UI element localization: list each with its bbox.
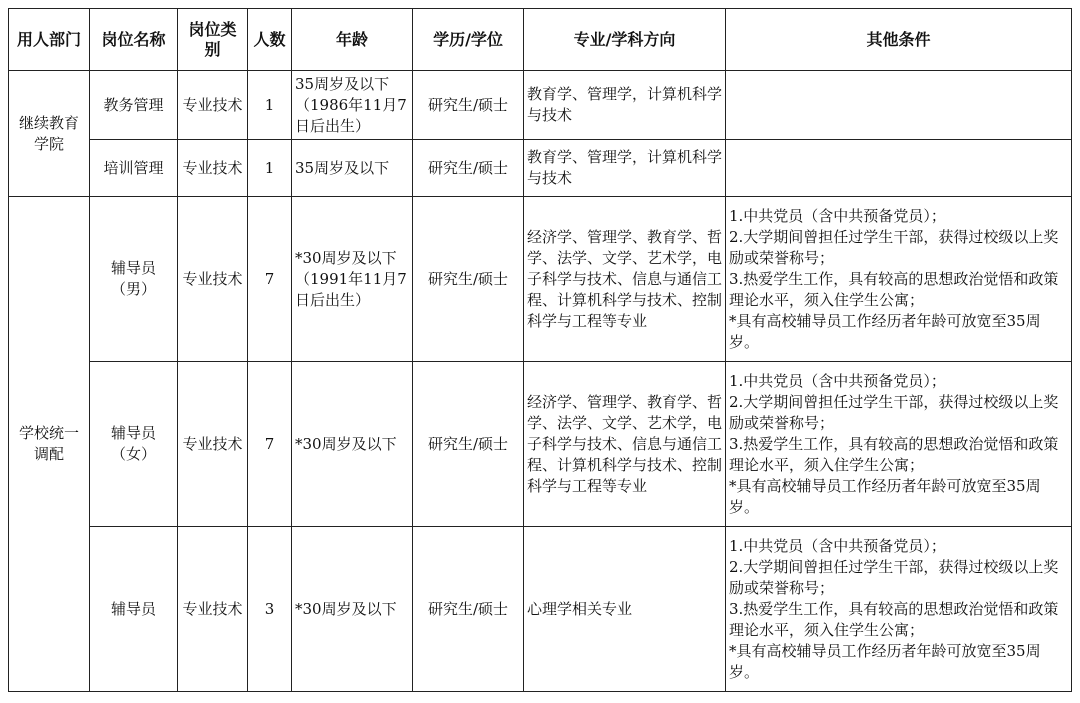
condition-line: 2.大学期间曾担任过学生干部，获得过校级以上奖励或荣誉称号； bbox=[729, 557, 1059, 597]
table-row bbox=[9, 527, 1072, 692]
major-cell: 教育学、管理学，计算机科学与技术 bbox=[524, 140, 726, 197]
condition-line: 2.大学期间曾担任过学生干部，获得过校级以上奖励或荣誉称号； bbox=[729, 392, 1059, 432]
other-conditions-cell bbox=[726, 197, 1072, 362]
table-row bbox=[9, 71, 1072, 140]
header-count: 人数 bbox=[248, 9, 292, 71]
other-conditions-cell bbox=[726, 527, 1072, 692]
degree-cell: 研究生/硕士 bbox=[413, 140, 524, 197]
condition-line: 3.热爱学生工作，具有较高的思想政治觉悟和政策理论水平，须入住学生公寓； bbox=[729, 269, 1059, 309]
degree-cell: 研究生/硕士 bbox=[413, 71, 524, 140]
table-row bbox=[9, 197, 1072, 362]
header-position-name: 岗位名称 bbox=[90, 9, 178, 71]
condition-line: 3.热爱学生工作，具有较高的思想政治觉悟和政策理论水平，须入住学生公寓； bbox=[729, 599, 1059, 639]
condition-line: *具有高校辅导员工作经历者年龄可放宽至35周岁。 bbox=[729, 476, 1041, 516]
count-cell: 1 bbox=[248, 71, 292, 140]
table-row bbox=[9, 140, 1072, 197]
header-department: 用人部门 bbox=[9, 9, 90, 71]
major-cell: 经济学、管理学、教育学、哲学、法学、文学、艺术学，电子科学与技术、信息与通信工程、计算机科学与技术、控制科学与工程等专业 bbox=[524, 197, 726, 362]
age-cell: *30周岁及以下（1991年11月7日后出生） bbox=[292, 197, 413, 362]
position-category-cell: 专业技术 bbox=[178, 71, 248, 140]
header-degree: 学历/学位 bbox=[413, 9, 524, 71]
position-name-cell: 辅导员（女） bbox=[90, 362, 178, 527]
age-cell: *30周岁及以下 bbox=[292, 527, 413, 692]
table-row bbox=[9, 362, 1072, 527]
header-major: 专业/学科方向 bbox=[524, 9, 726, 71]
condition-line: *具有高校辅导员工作经历者年龄可放宽至35周岁。 bbox=[729, 311, 1041, 351]
department-cell: 学校统一调配 bbox=[9, 197, 90, 692]
position-category-cell: 专业技术 bbox=[178, 140, 248, 197]
recruitment-table-container bbox=[8, 8, 1072, 692]
position-name-cell: 辅导员（男） bbox=[90, 197, 178, 362]
position-name-cell: 教务管理 bbox=[90, 71, 178, 140]
other-conditions-cell bbox=[726, 362, 1072, 527]
condition-line: 3.热爱学生工作，具有较高的思想政治觉悟和政策理论水平，须入住学生公寓； bbox=[729, 434, 1059, 474]
other-conditions-cell bbox=[726, 140, 1072, 197]
position-name-cell: 培训管理 bbox=[90, 140, 178, 197]
age-cell: *30周岁及以下 bbox=[292, 362, 413, 527]
degree-cell: 研究生/硕士 bbox=[413, 197, 524, 362]
position-category-cell: 专业技术 bbox=[178, 527, 248, 692]
count-cell: 7 bbox=[248, 362, 292, 527]
degree-cell: 研究生/硕士 bbox=[413, 362, 524, 527]
count-cell: 1 bbox=[248, 140, 292, 197]
header-other-conditions: 其他条件 bbox=[726, 9, 1072, 71]
condition-line: 1.中共党员（含中共预备党员）； bbox=[729, 371, 946, 390]
condition-line: *具有高校辅导员工作经历者年龄可放宽至35周岁。 bbox=[729, 641, 1041, 681]
age-cell: 35周岁及以下（1986年11月7日后出生） bbox=[292, 71, 413, 140]
count-cell: 7 bbox=[248, 197, 292, 362]
position-name-cell: 辅导员 bbox=[90, 527, 178, 692]
age-cell: 35周岁及以下 bbox=[292, 140, 413, 197]
condition-line: 2.大学期间曾担任过学生干部，获得过校级以上奖励或荣誉称号； bbox=[729, 227, 1059, 267]
position-category-cell: 专业技术 bbox=[178, 197, 248, 362]
position-category-cell: 专业技术 bbox=[178, 362, 248, 527]
header-position-category: 岗位类别 bbox=[178, 9, 248, 71]
condition-line: 1.中共党员（含中共预备党员）； bbox=[729, 206, 946, 225]
major-cell: 心理学相关专业 bbox=[524, 527, 726, 692]
degree-cell: 研究生/硕士 bbox=[413, 527, 524, 692]
other-conditions-cell bbox=[726, 71, 1072, 140]
major-cell: 经济学、管理学、教育学、哲学、法学、文学、艺术学，电子科学与技术、信息与通信工程、计算机科学与技术、控制科学与工程等专业 bbox=[524, 362, 726, 527]
count-cell: 3 bbox=[248, 527, 292, 692]
condition-line: 1.中共党员（含中共预备党员）； bbox=[729, 536, 946, 555]
header-age: 年龄 bbox=[292, 9, 413, 71]
major-cell: 教育学、管理学，计算机科学与技术 bbox=[524, 71, 726, 140]
header-row bbox=[9, 9, 1072, 71]
recruitment-table bbox=[8, 8, 1072, 692]
department-cell: 继续教育学院 bbox=[9, 71, 90, 197]
